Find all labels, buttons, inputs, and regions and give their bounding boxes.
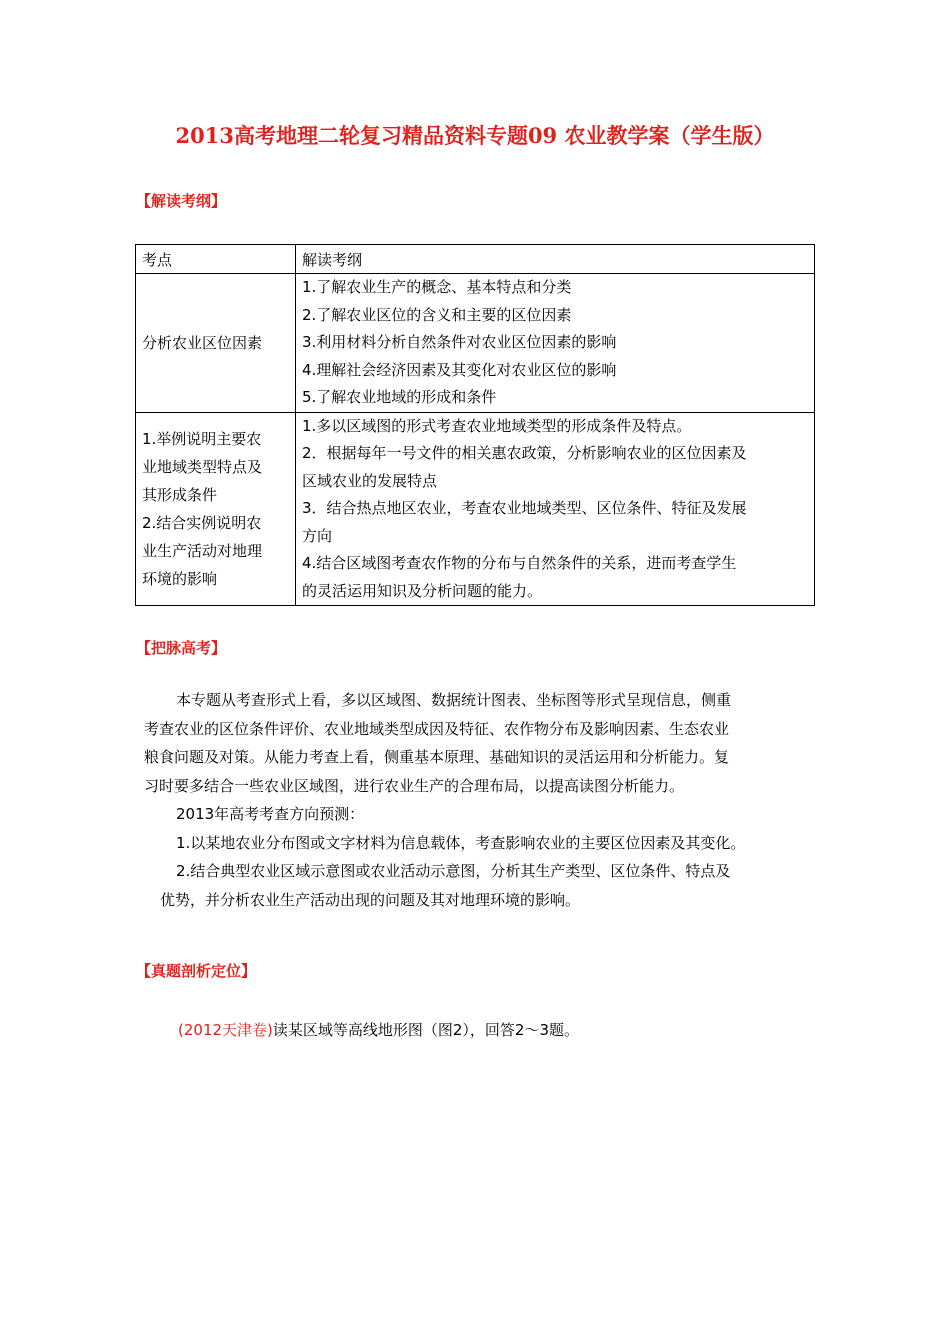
topic-line: 2.结合实例说明农	[142, 513, 262, 532]
table-row	[136, 274, 815, 413]
outline-item: 5.了解农业地域的形成和条件	[302, 388, 497, 406]
topic-line: 环境的影响	[142, 569, 218, 588]
topic-line: 业生产活动对地理	[142, 541, 263, 560]
topic-line: 业地域类型特点及	[142, 457, 263, 476]
question-source: (2012天津卷)	[178, 1021, 273, 1039]
outline-item: 方向	[302, 526, 333, 545]
outline-item: 区域农业的发展特点	[302, 471, 438, 490]
paragraph-line: 粮食问题及对策。从能力考查上看，侧重基本原理、基础知识的灵活运用和分析能力。复	[144, 748, 730, 766]
prediction-line: 2.结合典型农业区域示意图或农业活动示意图，分析其生产类型、区位条件、特点及	[176, 862, 731, 880]
outline-item: 2.了解农业区位的含义和主要的区位因素	[302, 305, 572, 324]
outline-item: 4.理解社会经济因素及其变化对农业区位的影响	[302, 360, 617, 379]
exam-outline-table	[135, 244, 815, 606]
paragraph-line: 习时要多结合一些农业区域图，进行农业生产的合理布局，以提高读图分析能力。	[144, 776, 685, 795]
prediction-line: 优势，并分析农业生产活动出现的问题及其对地理环境的影响。	[160, 890, 581, 909]
trend-heading: 【把脉高考】	[136, 639, 227, 657]
table-topic-cell	[136, 274, 296, 413]
outline-item: 1.多以区域图的形式考查农业地域类型的形成条件及特点。	[302, 416, 692, 435]
question-prompt	[178, 1016, 850, 1045]
outline-item: 2．根据每年一号文件的相关惠农政策，分析影响农业的区位因素及	[302, 444, 747, 462]
outline-heading: 【解读考纲】	[136, 192, 227, 210]
outline-item: 4.结合区域图考查农作物的分布与自然条件的关系，进而考查学生	[302, 554, 737, 572]
topic-line: 1.举例说明主要农	[142, 429, 262, 448]
outline-item: 1.了解农业生产的概念、基本特点和分类	[302, 278, 572, 296]
outline-item: 3．结合热点地区农业，考查农业地域类型、区位条件、特征及发展	[302, 499, 747, 517]
outline-item: 的灵活运用知识及分析问题的能力。	[302, 581, 543, 600]
exam-heading: 【真题剖析定位】	[136, 962, 257, 980]
prediction-title: 2013年高考考查方向预测：	[176, 805, 365, 823]
paragraph-line: 考查农业的区位条件评价、农业地域类型成因及特征、农作物分布及影响因素、生态农业	[144, 719, 730, 738]
question-text: 读某区域等高线地形图（图2），回答2～3题。	[272, 1021, 580, 1039]
table-items-cell	[296, 274, 815, 413]
topic-line: 其形成条件	[142, 485, 218, 504]
table-items-cell	[296, 412, 815, 606]
prediction-line: 1.以某地农业分布图或文字材料为信息载体，考查影响农业的主要区位因素及其变化。	[176, 833, 746, 852]
topic-line: 分析农业区位因素	[142, 333, 263, 352]
trend-paragraph	[144, 686, 816, 914]
page-title: 2013高考地理二轮复习精品资料专题09 农业教学案（学生版）	[175, 123, 775, 148]
table-row	[136, 412, 815, 606]
table-header-topic: 考点	[136, 245, 296, 274]
table-header-outline: 解读考纲	[296, 245, 815, 274]
outline-item: 3.利用材料分析自然条件对农业区位因素的影响	[302, 333, 617, 351]
table-topic-cell	[136, 412, 296, 606]
table-header-row	[136, 245, 815, 274]
paragraph-line: 本专题从考查形式上看，多以区域图、数据统计图表、坐标图等形式呈现信息，侧重	[176, 691, 732, 709]
